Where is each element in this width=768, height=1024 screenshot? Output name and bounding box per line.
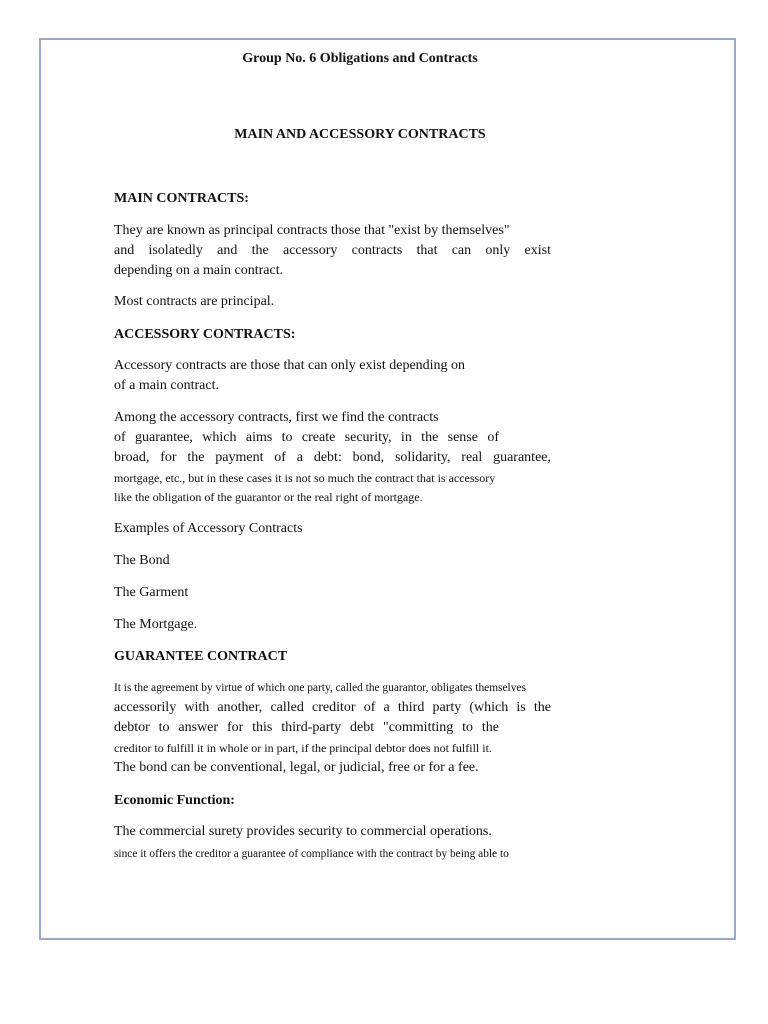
guarantee-line-2: accessorily with another, called creditor of a third party (which is the <box>114 700 551 715</box>
accessory-para-line-1: Among the accessory contracts, first we find the contracts <box>114 410 439 425</box>
accessory-para-line-5: like the obligation of the guarantor or the real right of mortgage. <box>114 490 423 504</box>
guarantee-line-4: creditor to fulfill it in whole or in part, if the principal debtor does not fulfill it. <box>114 741 492 755</box>
example-item: The Bond <box>114 553 170 568</box>
accessory-def-line-1: Accessory contracts are those that can only exist depending on <box>114 358 466 373</box>
accessory-para-line-4: mortgage, etc., but in these cases it is not so much the contract that is accessory <box>114 471 496 485</box>
accessory-para-line-2: of guarantee, which aims to create security, in the sense of <box>114 430 499 445</box>
example-item: The Mortgage. <box>114 617 198 632</box>
guarantee-line-3: debtor to answer for this third-party debt "committing to the <box>114 720 499 735</box>
accessory-def-line-2: of a main contract. <box>114 378 219 393</box>
economic-line-1: The commercial surety provides security to commercial operations. <box>114 824 492 839</box>
document-title: MAIN AND ACCESSORY CONTRACTS <box>234 127 486 142</box>
guarantee-contract-heading: GUARANTEE CONTRACT <box>114 649 288 664</box>
examples-label: Examples of Accessory Contracts <box>114 521 303 536</box>
main-contracts-heading: MAIN CONTRACTS: <box>114 191 249 206</box>
main-contracts-line-1: They are known as principal contracts those that "exist by themselves" <box>114 223 510 238</box>
accessory-contracts-heading: ACCESSORY CONTRACTS: <box>114 327 296 342</box>
accessory-para-line-3: broad, for the payment of a debt: bond, solidarity, real guarantee, <box>114 450 551 465</box>
main-contracts-line-2: and isolatedly and the accessory contracts that can only exist <box>114 243 551 258</box>
economic-function-heading: Economic Function: <box>114 793 235 808</box>
main-contracts-line-3: depending on a main contract. <box>114 263 284 278</box>
guarantee-line-1: It is the agreement by virtue of which one party, called the guarantor, obligates themselves <box>114 682 526 694</box>
example-item: The Garment <box>114 585 189 600</box>
main-contracts-note: Most contracts are principal. <box>114 294 275 309</box>
guarantee-line-5: The bond can be conventional, legal, or judicial, free or for a fee. <box>114 760 479 775</box>
group-title: Group No. 6 Obligations and Contracts <box>242 51 478 66</box>
economic-line-2: since it offers the creditor a guarantee of compliance with the contract by being able to <box>114 848 509 860</box>
